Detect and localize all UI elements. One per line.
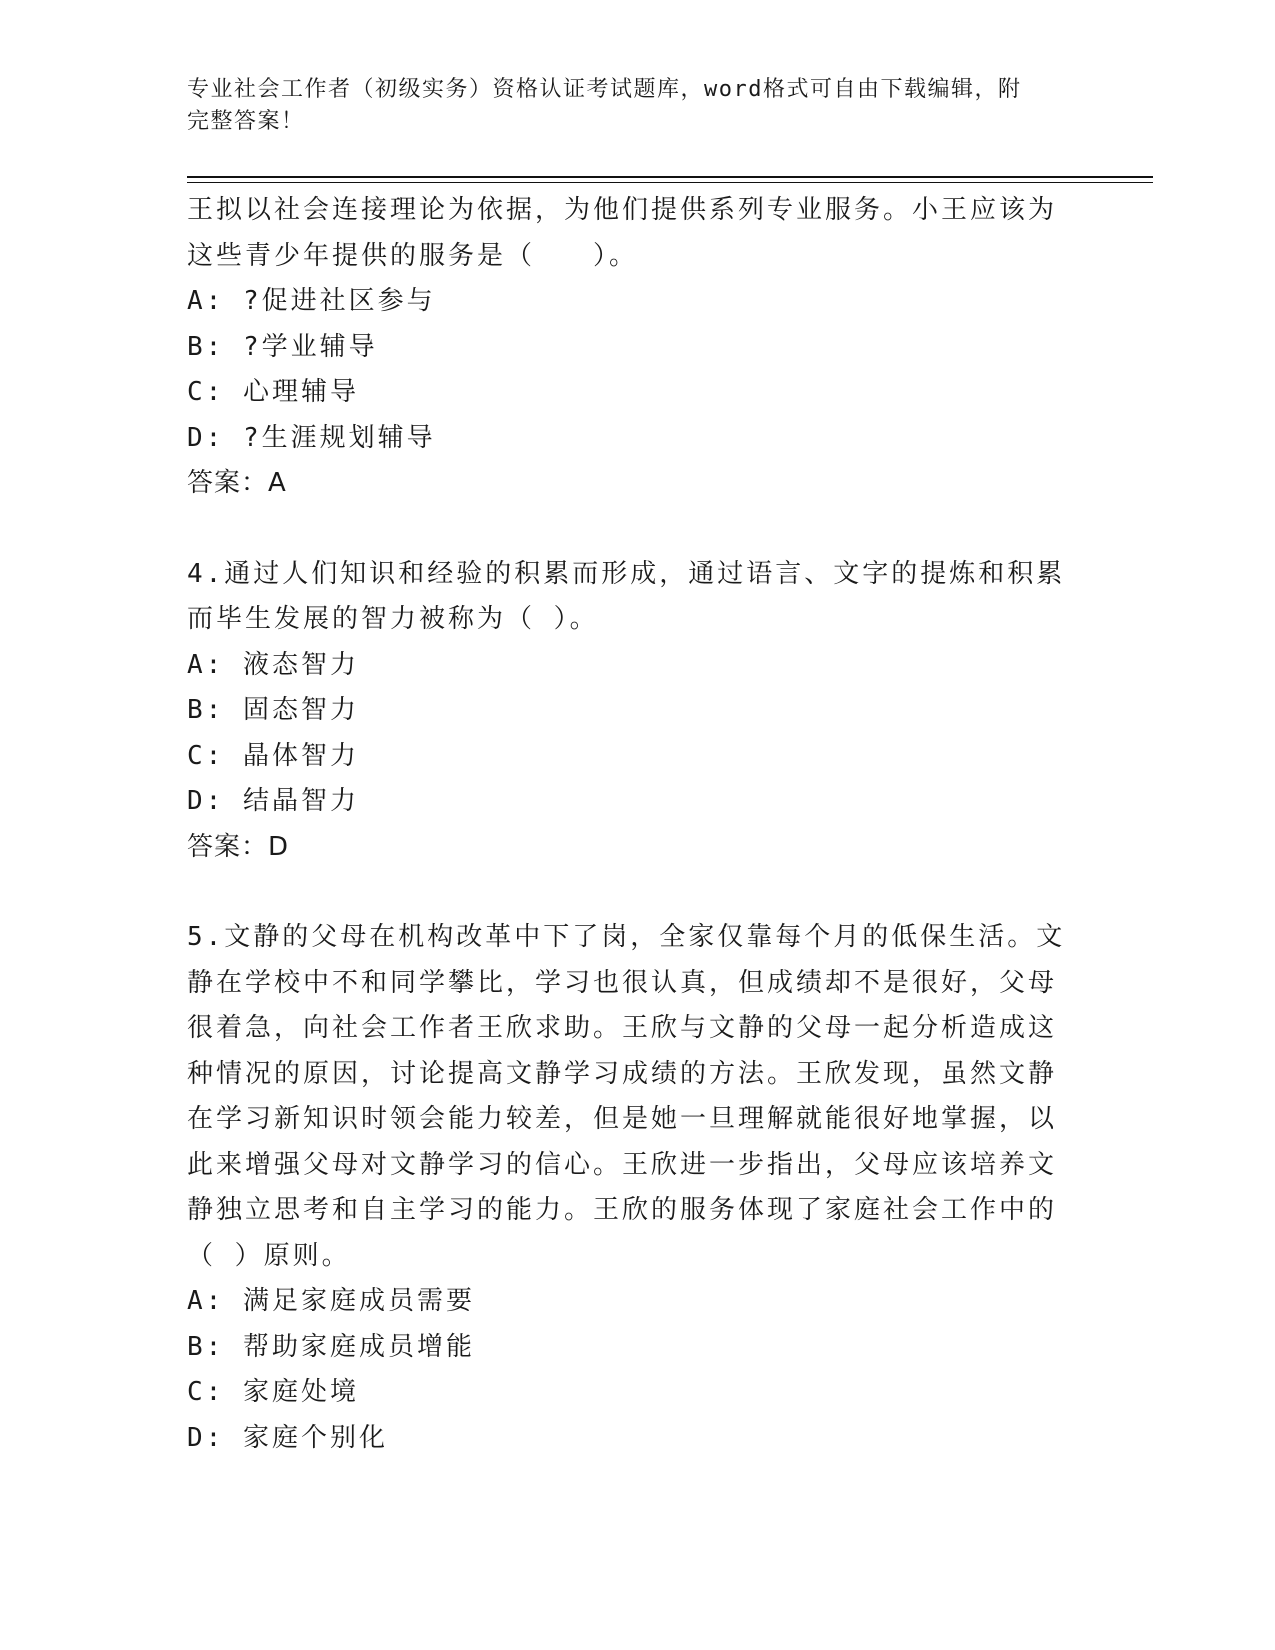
option-a: A: 液态智力 bbox=[187, 649, 359, 680]
option-a: A: ?促进社区参与 bbox=[187, 286, 436, 316]
question-text-line: 这些青少年提供的服务是（ ）。 bbox=[187, 240, 639, 271]
question-text-line: 4.通过人们知识和经验的积累而形成，通过语言、文字的提炼和积累 bbox=[187, 558, 1066, 589]
header-line-2: 完整答案！ bbox=[187, 109, 305, 134]
question-text-line: 种情况的原因，讨论提高文静学习成绩的方法。王欣发现，虽然文静 bbox=[187, 1058, 1058, 1089]
question-block bbox=[187, 188, 1067, 507]
question-text-line: 在学习新知识时领会能力较差，但是她一旦理解就能很好地掌握，以 bbox=[187, 1104, 1058, 1134]
answer-line: 答案：A bbox=[187, 468, 287, 498]
question-block bbox=[187, 915, 1067, 1461]
option-a: A: 满足家庭成员需要 bbox=[187, 1286, 475, 1316]
option-c: C: 晶体智力 bbox=[187, 740, 359, 771]
option-b: B: 固态智力 bbox=[187, 695, 359, 725]
option-b: B: 帮助家庭成员增能 bbox=[187, 1331, 475, 1362]
question-block bbox=[187, 552, 1067, 871]
header-divider-thin bbox=[187, 182, 1153, 183]
option-d: D: ?生涯规划辅导 bbox=[187, 422, 436, 453]
question-text-line: 5.文静的父母在机构改革中下了岗，全家仅靠每个月的低保生活。文 bbox=[187, 922, 1066, 952]
question-text-line: 静在学校中不和同学攀比，学习也很认真，但成绩却不是很好，父母 bbox=[187, 967, 1058, 998]
option-d: D: 家庭个别化 bbox=[187, 1422, 388, 1453]
header-divider-thick bbox=[187, 176, 1153, 178]
question-text-line: 而毕生发展的智力被称为（ ）。 bbox=[187, 604, 599, 634]
option-c: C: 心理辅导 bbox=[187, 377, 359, 407]
question-text-line: （ ）原则。 bbox=[187, 1240, 351, 1271]
document-header bbox=[187, 74, 1067, 138]
option-d: D: 结晶智力 bbox=[187, 786, 359, 816]
question-text-line: 静独立思考和自主学习的能力。王欣的服务体现了家庭社会工作中的 bbox=[187, 1195, 1058, 1225]
option-c: C: 家庭处境 bbox=[187, 1377, 359, 1407]
option-b: B: ?学业辅导 bbox=[187, 331, 378, 362]
question-text-line: 王拟以社会连接理论为依据，为他们提供系列专业服务。小王应该为 bbox=[187, 195, 1058, 225]
question-text-line: 很着急，向社会工作者王欣求助。王欣与文静的父母一起分析造成这 bbox=[187, 1013, 1058, 1043]
question-text-line: 此来增强父母对文静学习的信心。王欣进一步指出，父母应该培养文 bbox=[187, 1149, 1058, 1180]
header-line-1: 专业社会工作者（初级实务）资格认证考试题库，word格式可自由下载编辑，附 bbox=[187, 77, 1022, 102]
answer-line: 答案：D bbox=[187, 831, 290, 862]
question-list bbox=[187, 188, 1067, 1461]
